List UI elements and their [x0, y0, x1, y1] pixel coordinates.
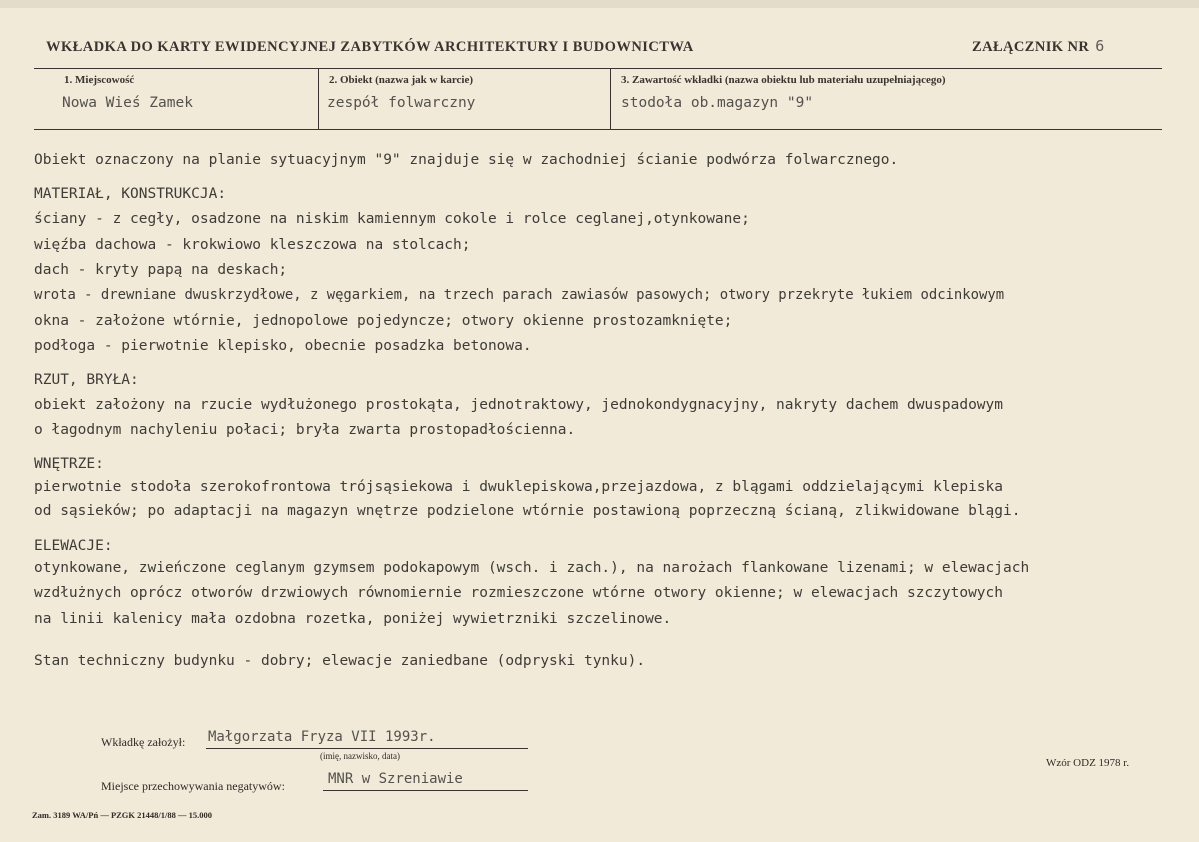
locality-cell: [34, 69, 318, 129]
created-by-label: Wkładkę założył:: [101, 735, 186, 749]
section-line: okna - założone wtórnie, jednopolowe pojedyncze; otwory okienne prostozamknięte;: [34, 313, 733, 329]
contents-cell: [610, 69, 1163, 129]
section-line: podłoga - pierwotnie klepisko, obecnie posadzka betonowa.: [34, 338, 532, 354]
created-by-value: Małgorzata Fryza VII 1993r.: [208, 729, 436, 745]
condition-line: Stan techniczny budynku - dobry; elewacje zaniedbane (odpryski tynku).: [34, 653, 646, 669]
section-heading: ELEWACJE:: [34, 538, 113, 554]
object-header: 2. Obiekt (nazwa jak w karcie): [329, 74, 474, 86]
locality-header: 1. Miejscowość: [64, 74, 135, 86]
created-by-hint: (imię, nazwisko, data): [320, 751, 400, 761]
section-heading: MATERIAŁ, KONSTRUKCJA:: [34, 186, 227, 202]
print-info: Zam. 3189 WA/Pń — PZGK 21448/1/88 — 15.000: [32, 810, 213, 820]
section-line: obiekt założony na rzucie wydłużonego prostokąta, jednotraktowy, jednokondygnacyjny, nakryty dachem dwuspadowym: [34, 397, 1004, 413]
contents-value: stodoła ob.magazyn "9": [621, 95, 814, 111]
contents-header: 3. Zawartość wkładki (nazwa obiektu lub materiału uzupełniającego): [621, 74, 946, 86]
locality-value: Nowa Wieś Zamek: [62, 95, 193, 111]
section-line: wzdłużnych oprócz otworów drzwiowych równomiernie rozmieszczone wtórne otwory okienne; w elewacjach szczytowych: [34, 585, 1004, 601]
attachment-number: 6: [1095, 37, 1105, 55]
form-title: WKŁADKA DO KARTY EWIDENCYJNEJ ZABYTKÓW ARCHITEKTURY I BUDOWNICTWA: [46, 39, 694, 55]
header-table: [34, 68, 1162, 130]
section-line: ściany - z cegły, osadzone na niskim kamiennym cokole i rolce ceglanej,otynkowane;: [34, 211, 750, 227]
storage-label: Miejsce przechowywania negatywów:: [101, 779, 285, 793]
section-heading: RZUT, BRYŁA:: [34, 372, 139, 388]
section-line: o łagodnym nachyleniu połaci; bryła zwarta prostopadłościenna.: [34, 422, 576, 438]
storage-underline: [323, 790, 528, 791]
card-top-edge: [0, 0, 1199, 8]
section-line: więźba dachowa - krokwiowo kleszczowa na stolcach;: [34, 237, 471, 253]
object-cell: [318, 69, 611, 129]
created-by-underline: [206, 748, 528, 749]
attachment-number-block: [972, 37, 1105, 56]
object-value: zespół folwarczny: [327, 95, 476, 111]
section-line: pierwotnie stodoła szerokofrontowa trójsąsiekowa i dwuklepiskowa,przejazdowa, z blągami oddzielającymi klepiska: [34, 479, 1004, 495]
section-heading: WNĘTRZE:: [34, 456, 104, 472]
intro-line: Obiekt oznaczony na planie sytuacyjnym "9" znajduje się w zachodniej ścianie podwórza folwarcznego.: [34, 152, 899, 168]
section-line: od sąsieków; po adaptacji na magazyn wnętrze podzielone wtórnie postawioną poprzeczną ścianą, zlikwidowane blągi.: [34, 503, 1021, 519]
storage-value: MNR w Szreniawie: [328, 771, 463, 787]
section-line: dach - kryty papą na deskach;: [34, 262, 288, 278]
section-line: wrota - drewniane dwuskrzydłowe, z węgarkiem, na trzech parach zawiasów pasowych; otwory przekryte łukiem odcinkowym: [34, 287, 1005, 303]
form-model: Wzór ODZ 1978 r.: [1046, 757, 1130, 769]
attachment-label: ZAŁĄCZNIK NR: [972, 39, 1090, 55]
section-line: na linii kalenicy mała ozdobna rozetka, poniżej wywietrzniki szczelinowe.: [34, 611, 672, 627]
section-line: otynkowane, zwieńczone ceglanym gzymsem podokapowym (wsch. i zach.), na narożach flankowane lizenami; w elewacjach: [34, 560, 1030, 576]
